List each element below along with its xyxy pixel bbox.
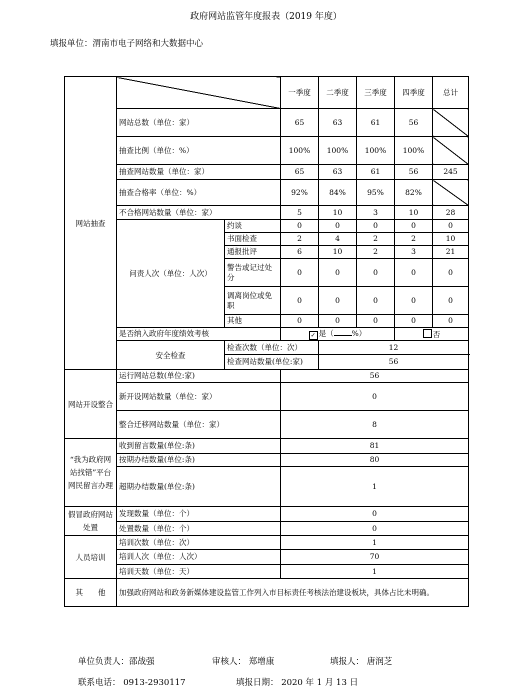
cell-value: 2 (357, 246, 395, 259)
row-label: 培训次数（单位：次） (117, 536, 281, 550)
cell-value: 2 (357, 233, 395, 246)
table-row (65, 467, 469, 507)
row-label: 调离岗位或免职 (225, 287, 281, 315)
cell-value: 0 (319, 287, 357, 315)
cell-value: 70 (281, 550, 469, 565)
header-q2: 二季度 (319, 77, 357, 109)
cell-value: 1 (281, 536, 469, 550)
cell-value: 0 (319, 220, 357, 233)
table-row (65, 370, 469, 383)
reporting-unit: 填报单位：渭南市电子网络和大数据中心 (50, 39, 204, 49)
cell-value: 8 (281, 411, 469, 439)
cell-value: 0 (395, 259, 433, 287)
cell-value: 1 (281, 565, 469, 579)
row-label: 其他 (225, 315, 281, 328)
category-security: 安全检查 (117, 341, 225, 370)
table-row (65, 341, 469, 355)
cell-value: 0 (357, 259, 395, 287)
cell-value: 65 (281, 165, 319, 180)
cell-value: 80 (281, 454, 469, 467)
cell-value: 10 (319, 246, 357, 259)
cell-value: 0 (395, 220, 433, 233)
row-label: 整合迁移网站数量（单位：家） (117, 411, 281, 439)
cell-value: 0 (281, 220, 319, 233)
category-development: 网站开设整合 (65, 370, 117, 439)
cell-value: 95% (357, 180, 395, 206)
cell-value: 0 (357, 220, 395, 233)
cell-value: 0 (281, 522, 469, 536)
category-messages: “我为政府网站找错”平台网民留言办理 (65, 439, 117, 507)
table-row (65, 439, 469, 454)
empty-total-cell (433, 180, 469, 206)
assessment-no-label: 否 (432, 329, 441, 339)
cell-value: 56 (395, 109, 433, 137)
cell-value: 84% (319, 180, 357, 206)
assessment-no-cell (395, 328, 469, 341)
cell-total: 0 (433, 315, 469, 328)
row-label: 培训人次（单位：人次） (117, 550, 281, 565)
cell-value: 3 (357, 206, 395, 220)
footer-date: 填报日期： 2020 年 1 月 13 日 (236, 678, 359, 688)
cell-total: 0 (433, 220, 469, 233)
cell-value: 6 (281, 246, 319, 259)
row-label: 培训天数（单位：天） (117, 565, 281, 579)
table-row (65, 454, 469, 467)
header-corner-cell (117, 77, 281, 109)
cell-total: 28 (433, 206, 469, 220)
table-row (65, 180, 469, 206)
cell-value: 61 (357, 165, 395, 180)
row-label: 处置数量（单位：个） (117, 522, 281, 536)
row-label: 不合格网站数量（单位：家） (117, 206, 281, 220)
checkbox-checked-icon: ✓ (310, 331, 316, 339)
row-label: 新开设网站数量（单位：家） (117, 383, 281, 411)
report-table (64, 76, 469, 607)
table-row (65, 411, 469, 439)
cell-value: 0 (357, 287, 395, 315)
cell-value: 1 (281, 467, 469, 507)
footer-leader: 单位负责人：邵战强 (78, 657, 155, 667)
header-q4: 四季度 (395, 77, 433, 109)
cell-value: 0 (319, 315, 357, 328)
quarter-header-row (65, 77, 469, 109)
cell-total: 21 (433, 246, 469, 259)
cell-value: 3 (395, 246, 433, 259)
cell-value: 10 (395, 206, 433, 220)
row-label: 约谈 (225, 220, 281, 233)
cell-total: 245 (433, 165, 469, 180)
table-row (65, 550, 469, 565)
cell-total: 0 (433, 259, 469, 287)
cell-value: 65 (281, 109, 319, 137)
row-label: 检查网站数量(单位:家) (225, 355, 319, 370)
cell-total: 0 (433, 287, 469, 315)
cell-value: 56 (319, 355, 469, 370)
cell-value: 12 (319, 341, 469, 355)
header-q1: 一季度 (281, 77, 319, 109)
table-row (65, 579, 469, 607)
report-title: 政府网站监管年度报表（2019 年度） (190, 12, 342, 22)
cell-value: 0 (281, 507, 469, 522)
cell-value: 100% (319, 137, 357, 165)
cell-value: 0 (281, 287, 319, 315)
cell-value: 82% (395, 180, 433, 206)
assessment-pct-label: %） (351, 328, 367, 338)
category-training: 人员培训 (65, 536, 117, 579)
cell-value: 63 (319, 165, 357, 180)
cell-value: 92% (281, 180, 319, 206)
category-fake-sites: 假冒政府网站处置 (65, 507, 117, 536)
cell-value: 5 (281, 206, 319, 220)
checkbox-empty-icon (423, 329, 432, 338)
cell-value: 0 (281, 383, 469, 411)
assessment-row (65, 328, 469, 341)
cell-value: 100% (357, 137, 395, 165)
row-label: 超期办结数量(单位:条) (117, 467, 281, 507)
table-row (65, 206, 469, 220)
table-row (65, 137, 469, 165)
assessment-yes-label: 是（ (318, 328, 334, 338)
cell-value: 100% (281, 137, 319, 165)
cell-value: 0 (319, 259, 357, 287)
row-label: 书面检查 (225, 233, 281, 246)
accountability-label: 问责人次（单位：人次） (117, 220, 225, 328)
other-text: 加强政府网站和政务新媒体建设监管工作列入市目标责任考核法治建设板块，具体占比未明确。 (117, 579, 469, 607)
cell-value: 56 (395, 165, 433, 180)
cell-value: 100% (395, 137, 433, 165)
row-label: 通报批评 (225, 246, 281, 259)
row-label: 运行网站总数(单位:家) (117, 370, 281, 383)
table-row (65, 383, 469, 411)
empty-total-cell (433, 109, 469, 137)
table-row (65, 565, 469, 579)
cell-value: 0 (395, 287, 433, 315)
row-label: 检查次数（单位：次） (225, 341, 319, 355)
row-label: 发现数量（单位：个） (117, 507, 281, 522)
footer-filler: 填报人： 唐润芝 (330, 657, 393, 667)
row-label: 网站总数（单位：家） (117, 109, 281, 137)
cell-value: 0 (395, 315, 433, 328)
header-q3: 三季度 (357, 77, 395, 109)
table-row (65, 109, 469, 137)
category-other: 其 他 (65, 579, 117, 607)
footer-reviewer: 审核人： 郑增康 (212, 657, 275, 667)
cell-value: 10 (319, 206, 357, 220)
row-label: 抽查合格率（单位：%） (117, 180, 281, 206)
assessment-blank (334, 335, 352, 336)
table-row (65, 522, 469, 536)
cell-value: 2 (395, 233, 433, 246)
row-label: 收到留言数量(单位:条) (117, 439, 281, 454)
table-row (65, 507, 469, 522)
cell-value: 4 (319, 233, 357, 246)
cell-value: 0 (281, 259, 319, 287)
cell-total: 10 (433, 233, 469, 246)
footer-phone: 联系电话： 0913-2930117 (78, 678, 186, 688)
empty-total-cell (433, 137, 469, 165)
cell-value: 81 (281, 439, 469, 454)
row-label: 抽查比例（单位：%） (117, 137, 281, 165)
row-label: 抽查网站数量（单位：家） (117, 165, 281, 180)
category-website-check: 网站抽查 (65, 77, 117, 370)
assessment-label: 是否纳入政府年度绩效考核 (117, 328, 281, 341)
cell-value: 61 (357, 109, 395, 137)
cell-value: 0 (281, 315, 319, 328)
cell-value: 56 (281, 370, 469, 383)
cell-value: 63 (319, 109, 357, 137)
row-label: 警告或记过处分 (225, 259, 281, 287)
table-row (65, 220, 469, 233)
assessment-yes-cell (281, 328, 395, 341)
cell-value: 2 (281, 233, 319, 246)
cell-value: 0 (357, 315, 395, 328)
header-total: 总计 (433, 77, 469, 109)
table-row (65, 536, 469, 550)
table-row (65, 165, 469, 180)
row-label: 按期办结数量(单位:条) (117, 454, 281, 467)
